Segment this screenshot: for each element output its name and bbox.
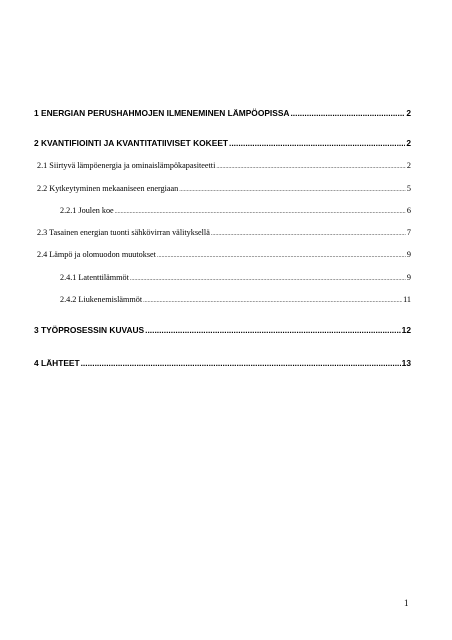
- toc-entry-page: 9: [406, 273, 411, 282]
- toc-entry-2[interactable]: [34, 138, 411, 152]
- toc-dot-leader: [81, 358, 401, 368]
- toc-entry-2-2[interactable]: [37, 184, 411, 198]
- toc-entry-2-4-2[interactable]: [60, 295, 411, 309]
- toc-dot-leader: [130, 276, 406, 282]
- toc-entry-title: 2.3 Tasainen energian tuonti sähkövirran välityksellä: [37, 228, 210, 237]
- toc-entry-title: 2.4 Lämpö ja olomuodon muutokset: [37, 250, 156, 259]
- toc-entry-2-4-1[interactable]: [60, 273, 411, 287]
- toc-dot-leader: [143, 298, 402, 304]
- toc-entry-1[interactable]: [34, 108, 411, 122]
- toc-entry-title: 4 LÄHTEET: [34, 358, 80, 368]
- toc-entry-title: 2.4.1 Latenttilämmöt: [60, 273, 129, 282]
- toc-entry-title: 3 TYÖPROSESSIN KUVAUS: [34, 325, 145, 335]
- toc-entry-title: 2.1 Siirtyvä lämpöenergia ja ominaislämpökapasiteetti: [37, 161, 216, 170]
- toc-dot-leader: [145, 325, 401, 335]
- toc-dot-leader: [216, 164, 406, 170]
- toc-dot-leader: [115, 209, 406, 215]
- toc-entry-page: 13: [401, 358, 411, 368]
- toc-entry-page: 12: [401, 325, 411, 335]
- toc-entry-page: 7: [406, 228, 411, 237]
- page-number: 1: [404, 598, 409, 608]
- toc-dot-leader: [179, 187, 406, 193]
- toc-entry-2-1[interactable]: [37, 161, 411, 175]
- toc-dot-leader: [229, 138, 405, 148]
- toc-entry-page: 11: [403, 295, 411, 304]
- toc-entry-title: 2.4.2 Liukenemislämmöt: [60, 295, 143, 304]
- toc-entry-page: 5: [406, 184, 411, 193]
- toc-dot-leader: [211, 231, 406, 237]
- toc-entry-page: 2: [406, 138, 411, 148]
- toc-dot-leader: [290, 108, 405, 118]
- toc-entry-title: 2 KVANTIFIOINTI JA KVANTITATIIVISET KOKEET: [34, 138, 229, 148]
- toc-entry-title: 1 ENERGIAN PERUSHAHMOJEN ILMENEMINEN LÄMPÖOPISSA: [34, 108, 290, 118]
- toc-entry-page: 6: [406, 206, 411, 215]
- toc-entry-page: 9: [406, 250, 411, 259]
- toc-entry-page: 2: [406, 161, 411, 170]
- toc-entry-3[interactable]: [34, 325, 411, 339]
- toc-dot-leader: [157, 253, 406, 259]
- toc-entry-2-3[interactable]: [37, 228, 411, 242]
- toc-entry-4[interactable]: [34, 358, 411, 372]
- toc-entry-2-2-1[interactable]: [60, 206, 411, 220]
- toc-entry-2-4[interactable]: [37, 250, 411, 264]
- toc-entry-title: 2.2 Kytkeytyminen mekaaniseen energiaan: [37, 184, 179, 193]
- toc-entry-title: 2.2.1 Joulen koe: [60, 206, 114, 215]
- toc-entry-page: 2: [406, 108, 411, 118]
